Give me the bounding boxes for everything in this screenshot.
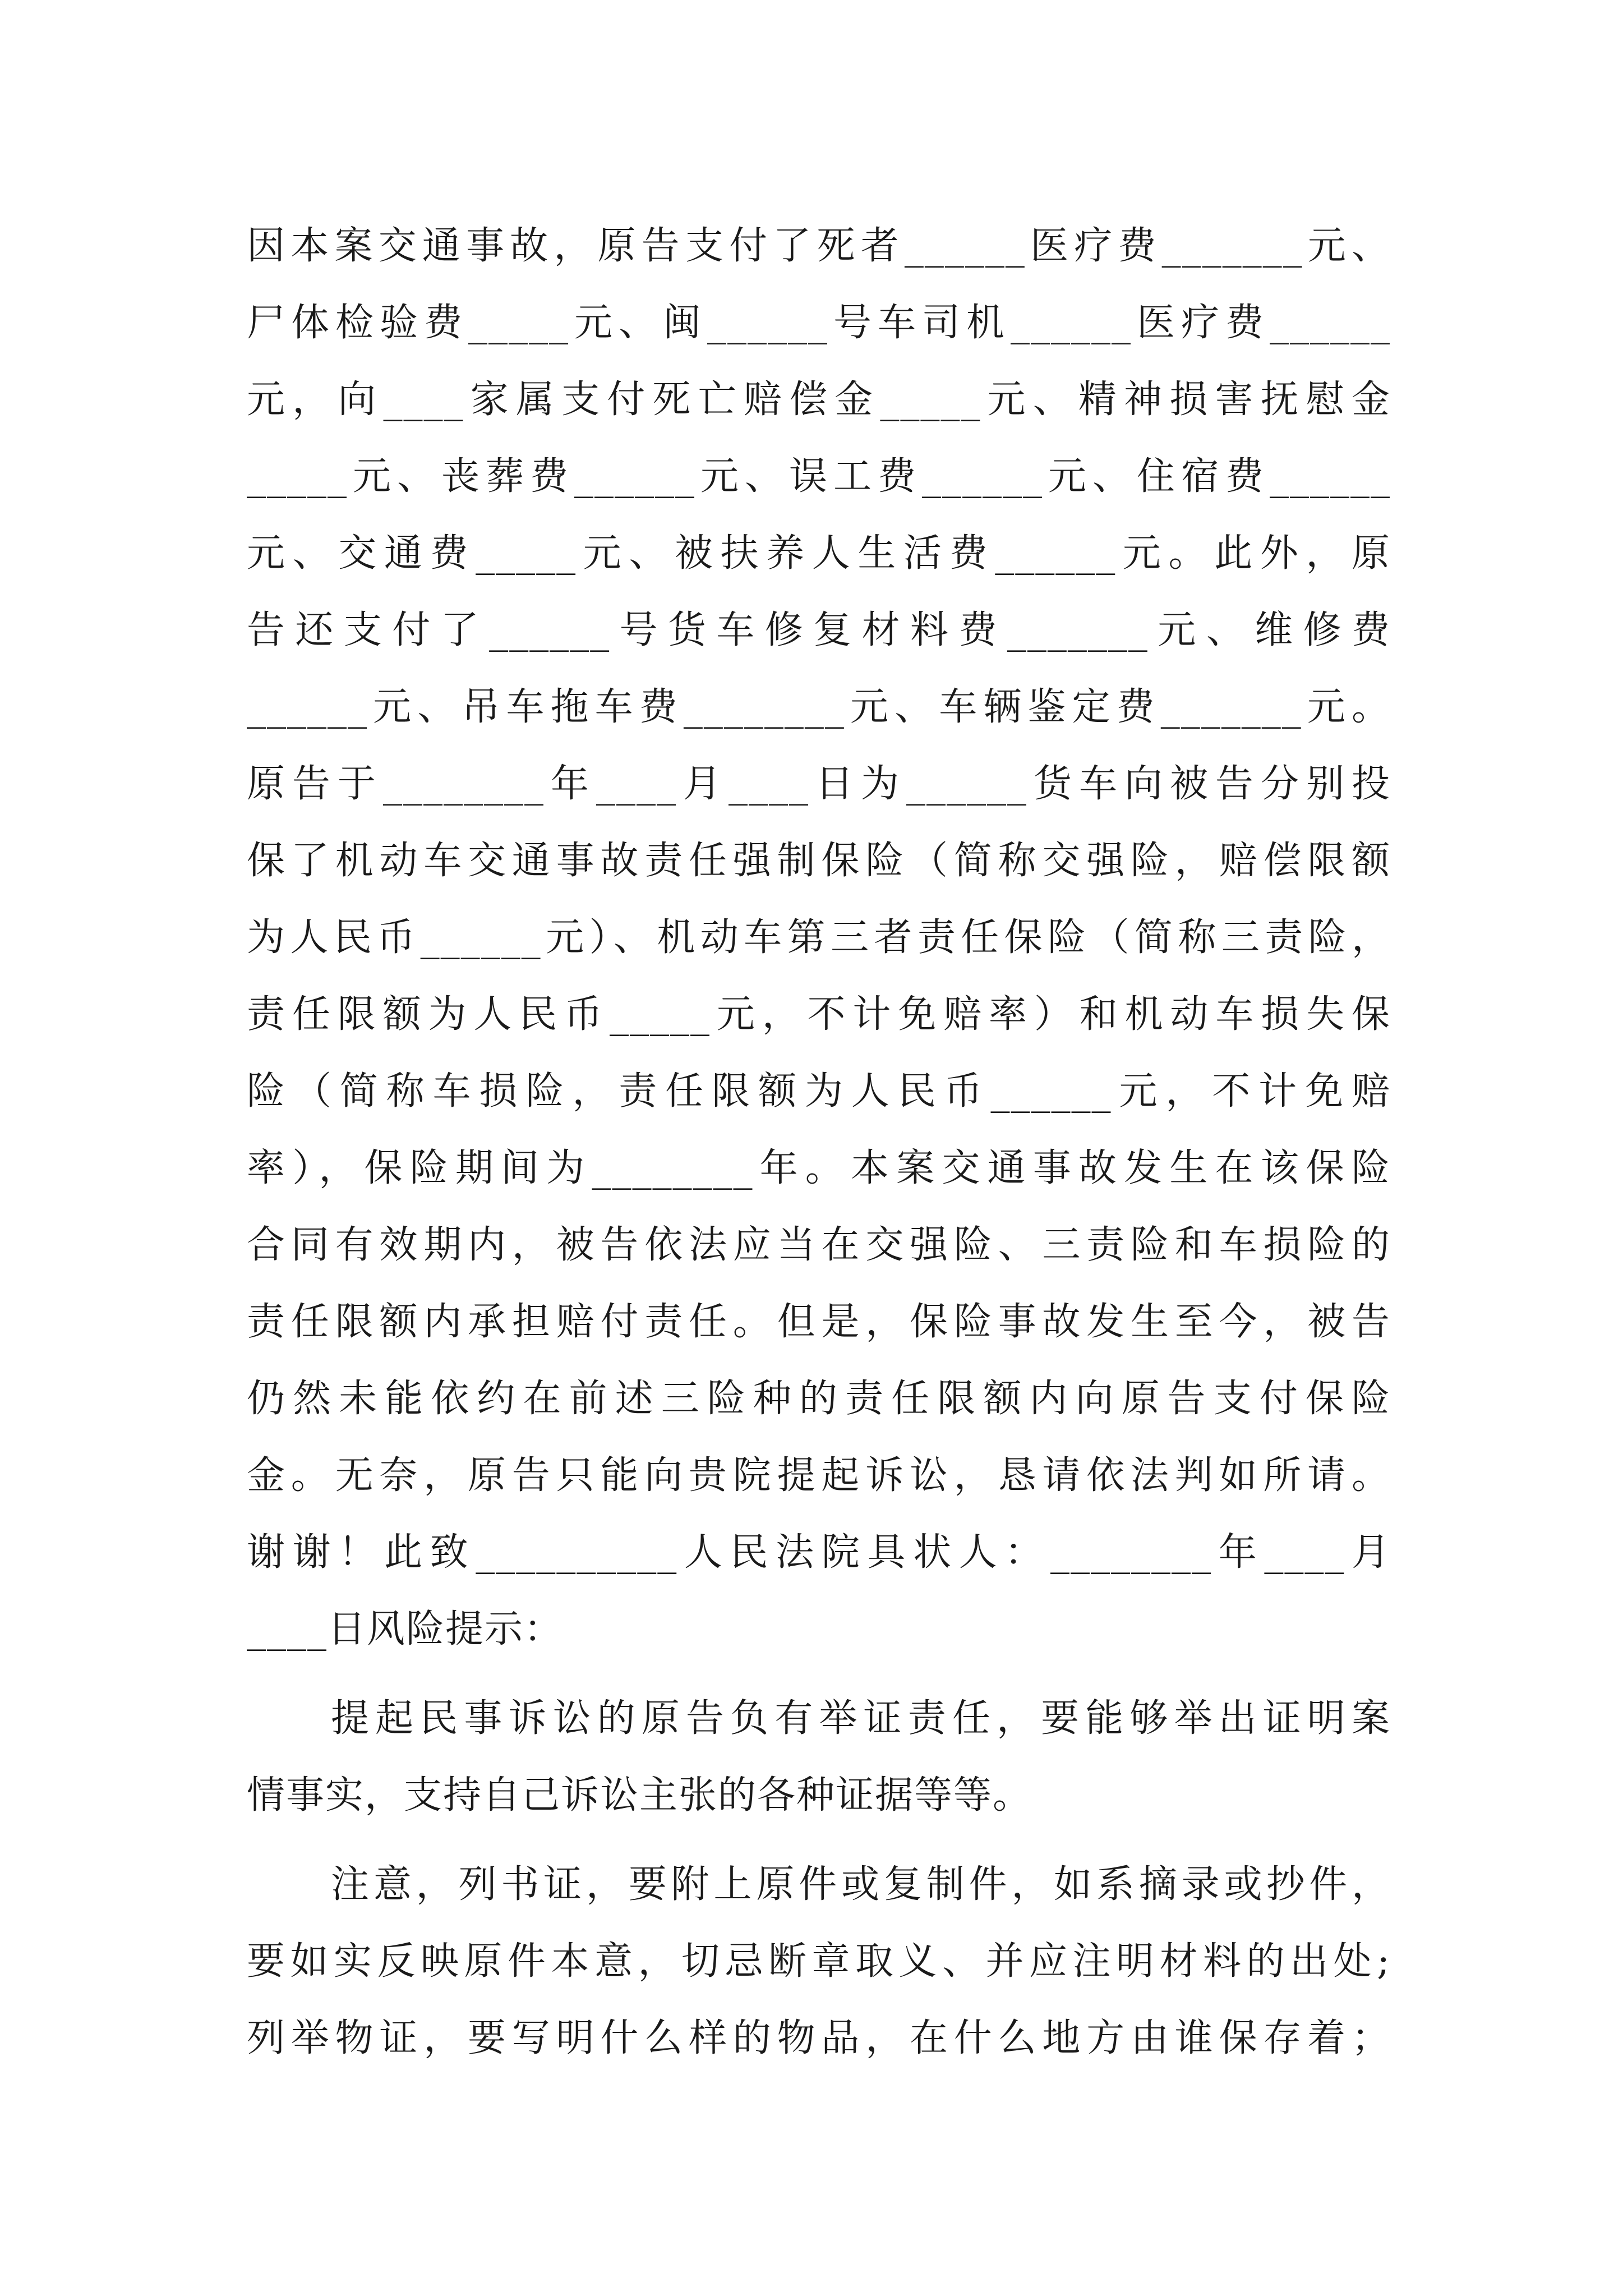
text-line: 保了机动车交通事故责任强制保险（简称交强险，赔偿限额 [247, 839, 1391, 883]
text-line: 险（简称车损险，责任限额为人民币______元，不计免赔 [247, 1069, 1391, 1114]
text-line: 要如实反映原件本意，切忌断章取义、并应注明材料的出处; [247, 1939, 1391, 1984]
text-line: 告还支付了______号货车修复材料费_______元、维修费 [247, 608, 1391, 652]
text-line: ______元、吊车拖车费________元、车辆鉴定费_______元。 [247, 685, 1391, 729]
paragraph-evidence-notes [247, 1846, 1391, 2077]
text-line: 合同有效期内，被告依法应当在交强险、三责险和车损险的 [247, 1223, 1391, 1267]
text-line: 情事实，支持自己诉讼主张的各种证据等等。 [247, 1773, 1032, 1818]
document-page [247, 208, 1391, 2077]
text-line: 率），保险期间为________年。本案交通事故发生在该保险 [247, 1146, 1391, 1190]
text-line: 为人民币______元）、机动车第三者责任保险（简称三责险， [247, 915, 1391, 960]
paragraph-burden-of-proof [247, 1680, 1391, 1834]
text-line: 因本案交通事故，原告支付了死者______医疗费_______元、 [247, 224, 1391, 268]
text-line: 元，向____家属支付死亡赔偿金_____元、精神损害抚慰金 [247, 378, 1391, 422]
text-line: 仍然未能依约在前述三险种的责任限额内向原告支付保险 [247, 1377, 1391, 1421]
text-line: 原告于________年____月____日为______货车向被告分别投 [247, 762, 1391, 806]
paragraph-claim [247, 208, 1391, 1668]
text-line: 注意，列书证，要附上原件或复制件，如系摘录或抄件， [331, 1862, 1391, 1907]
text-line: 责任限额为人民币_____元，不计免赔率）和机动车损失保 [247, 992, 1391, 1037]
text-line: 提起民事诉讼的原告负有举证责任，要能够举出证明案 [331, 1696, 1391, 1741]
text-line: 元、交通费_____元、被扶养人生活费______元。此外，原 [247, 531, 1391, 576]
text-line: ____日风险提示： [247, 1607, 564, 1651]
text-line: 尸体检验费_____元、闽______号车司机______医疗费______ [247, 301, 1391, 345]
text-line: 列举物证，要写明什么样的物品，在什么地方由谁保存着； [247, 2016, 1391, 2060]
text-line: _____元、丧葬费______元、误工费______元、住宿费______ [247, 454, 1391, 499]
text-line: 金。无奈，原告只能向贵院提起诉讼，恳请依法判如所请。 [247, 1453, 1391, 1498]
text-line: 谢谢！此致__________人民法院具状人：________年____月 [247, 1530, 1391, 1575]
text-line: 责任限额内承担赔付责任。但是，保险事故发生至今，被告 [247, 1300, 1391, 1344]
